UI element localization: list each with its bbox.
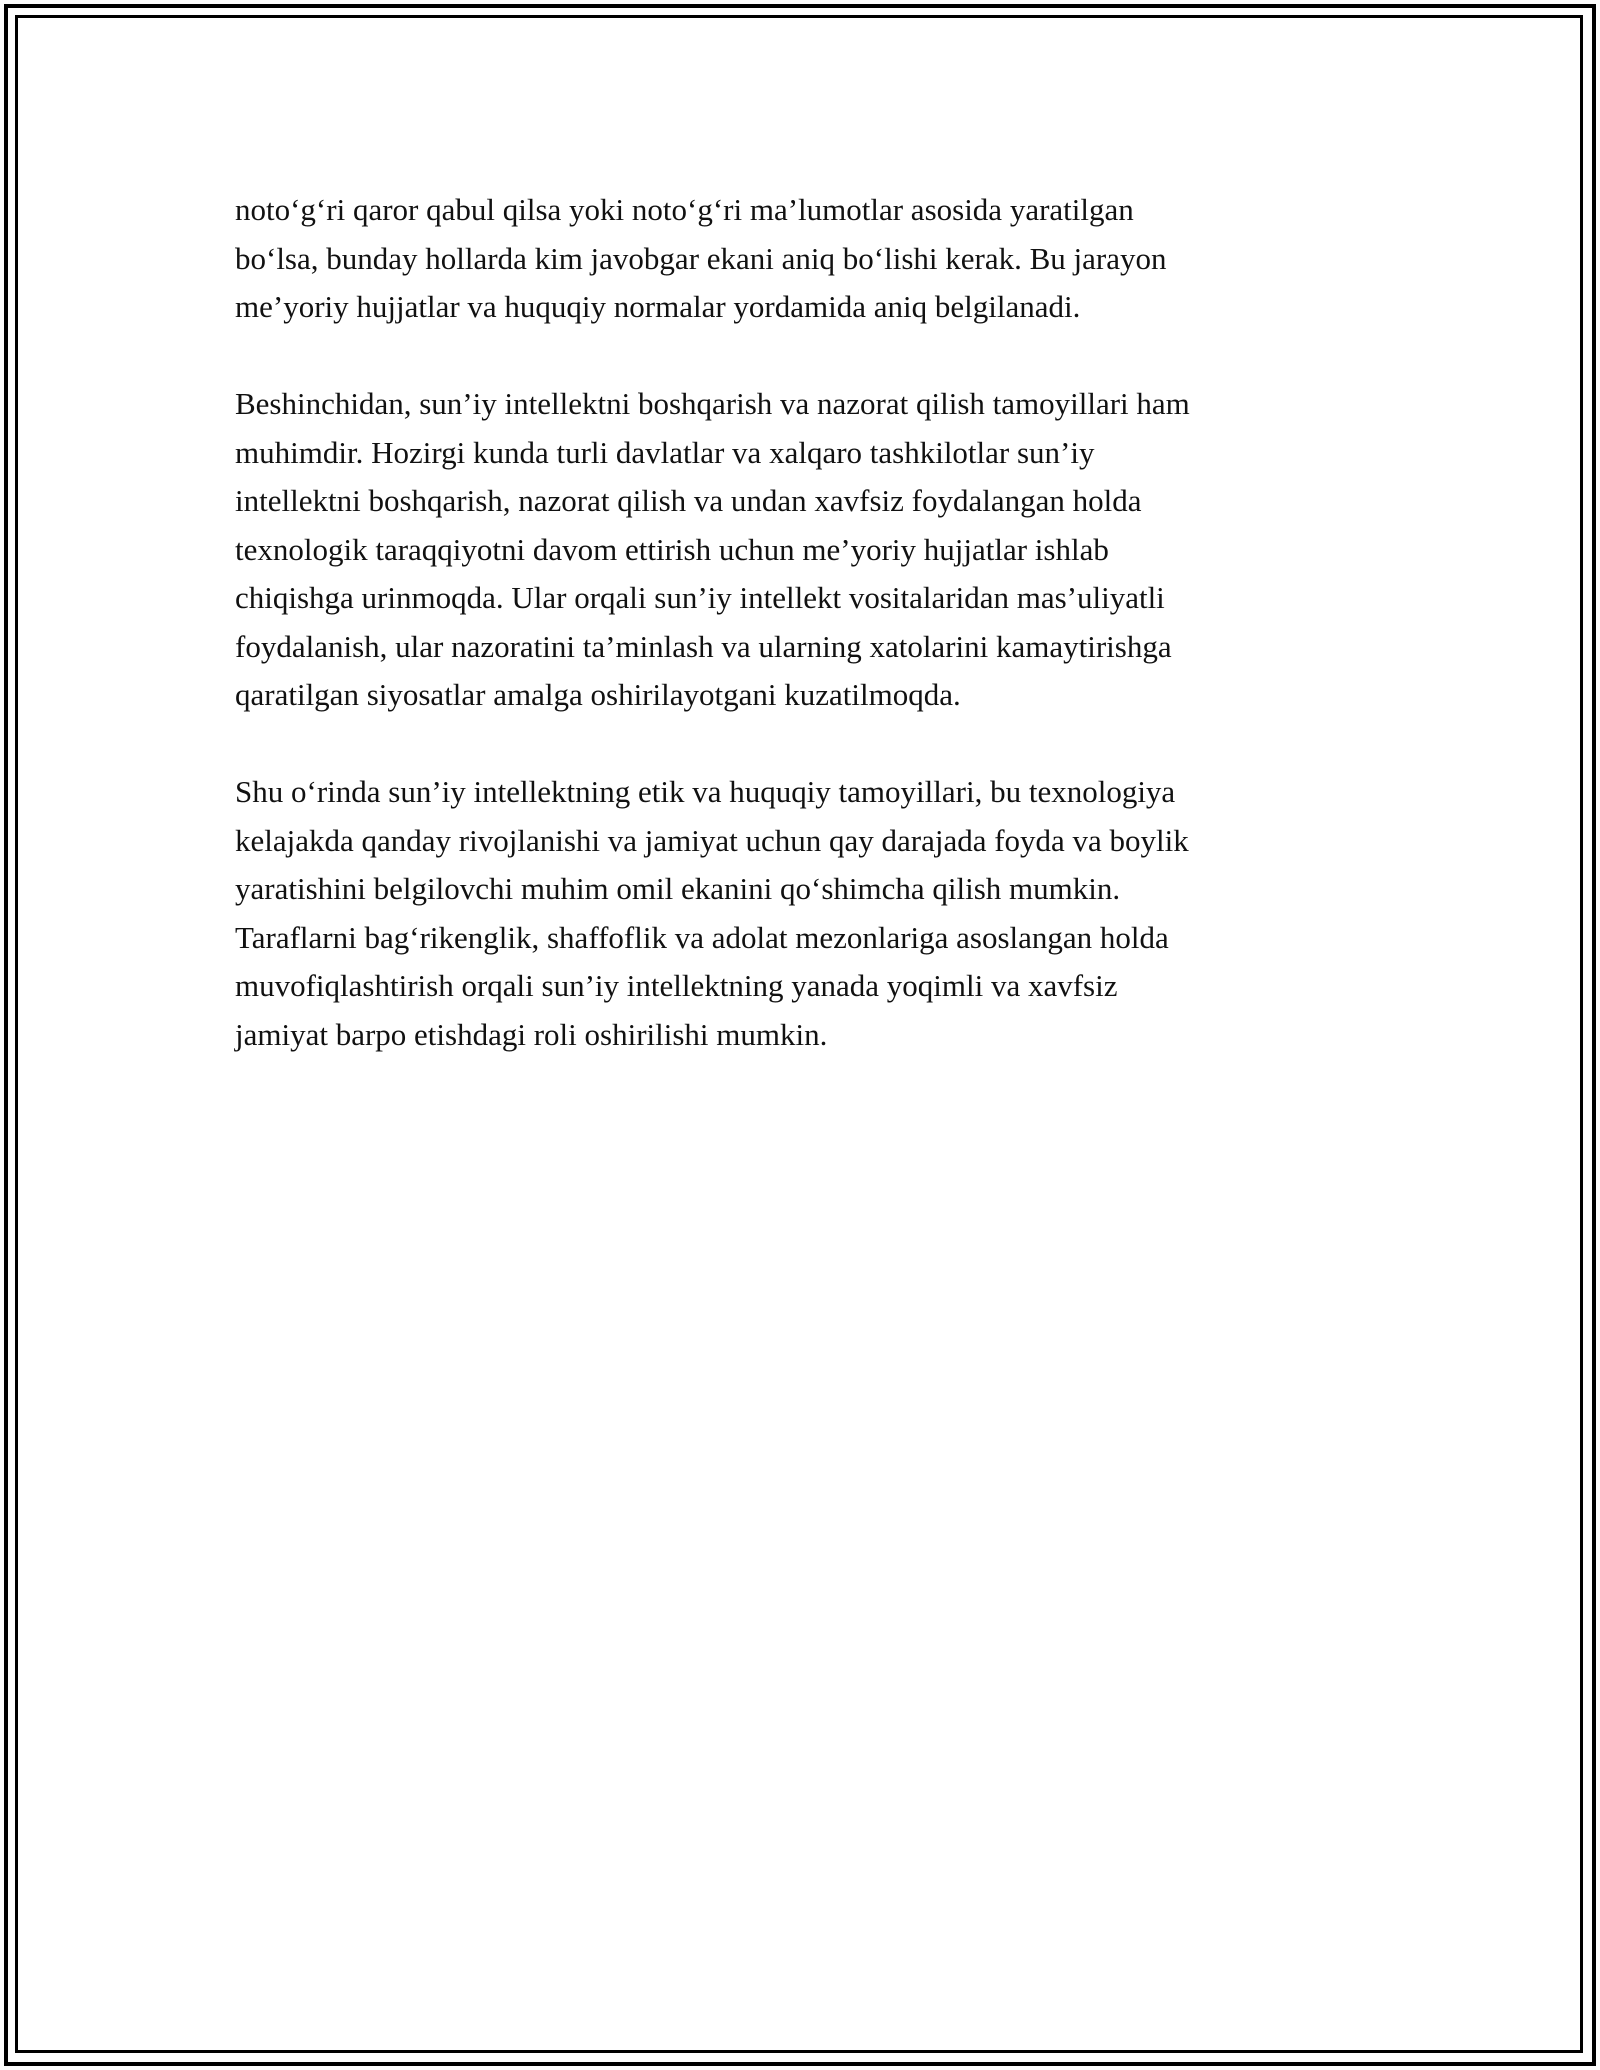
paragraph-3: [235, 768, 1375, 1059]
text-line: qaratilgan siyosatlar amalga oshirilayotgani kuzatilmoqda.: [235, 677, 961, 712]
text-line: chiqishga urinmoqda. Ular orqali sun’iy intellekt vositalaridan mas’uliyatli: [235, 580, 1165, 615]
text-line: muhimdir. Hozirgi kunda turli davlatlar va xalqaro tashkilotlar sun’iy: [235, 434, 1095, 470]
text-line: Shu o‘rinda sun’iy intellektning etik va huquqiy tamoyillari, bu texnologiya: [235, 774, 1176, 809]
paragraph-2: [235, 380, 1375, 720]
text-line: noto‘g‘ri qaror qabul qilsa yoki noto‘g‘ri ma’lumotlar asosida yaratilgan: [235, 192, 1134, 227]
text-line: Beshinchidan, sun’iy intellektni boshqarish va nazorat qilish tamoyillari ham: [235, 386, 1190, 421]
paragraph-1: [235, 186, 1375, 332]
document-body: [235, 186, 1375, 1059]
text-line: Taraflarni bag‘rikenglik, shaffoflik va adolat mezonlariga asoslangan holda: [235, 919, 1169, 955]
text-line: texnologik taraqqiyotni davom ettirish uchun me’yoriy hujjatlar ishlab: [235, 531, 1109, 567]
text-line: yaratishini belgilovchi muhim omil ekanini qo‘shimcha qilish mumkin.: [235, 871, 1121, 906]
text-line: me’yoriy hujjatlar va huquqiy normalar yordamida aniq belgilanadi.: [235, 289, 1081, 324]
text-line: foydalanish, ular nazoratini ta’minlash va ularning xatolarini kamaytirishga: [235, 628, 1172, 664]
text-line: kelajakda qanday rivojlanishi va jamiyat uchun qay darajada foyda va boylik: [235, 822, 1189, 858]
text-line: muvofiqlashtirish orqali sun’iy intellektning yanada yoqimli va xavfsiz: [235, 968, 1118, 1003]
text-line: bo‘lsa, bunday hollarda kim javobgar ekani aniq bo‘lishi kerak. Bu jarayon: [235, 240, 1167, 276]
text-line: jamiyat barpo etishdagi roli oshirilishi mumkin.: [235, 1016, 828, 1052]
text-line: intellektni boshqarish, nazorat qilish va undan xavfsiz foydalangan holda: [235, 483, 1142, 518]
